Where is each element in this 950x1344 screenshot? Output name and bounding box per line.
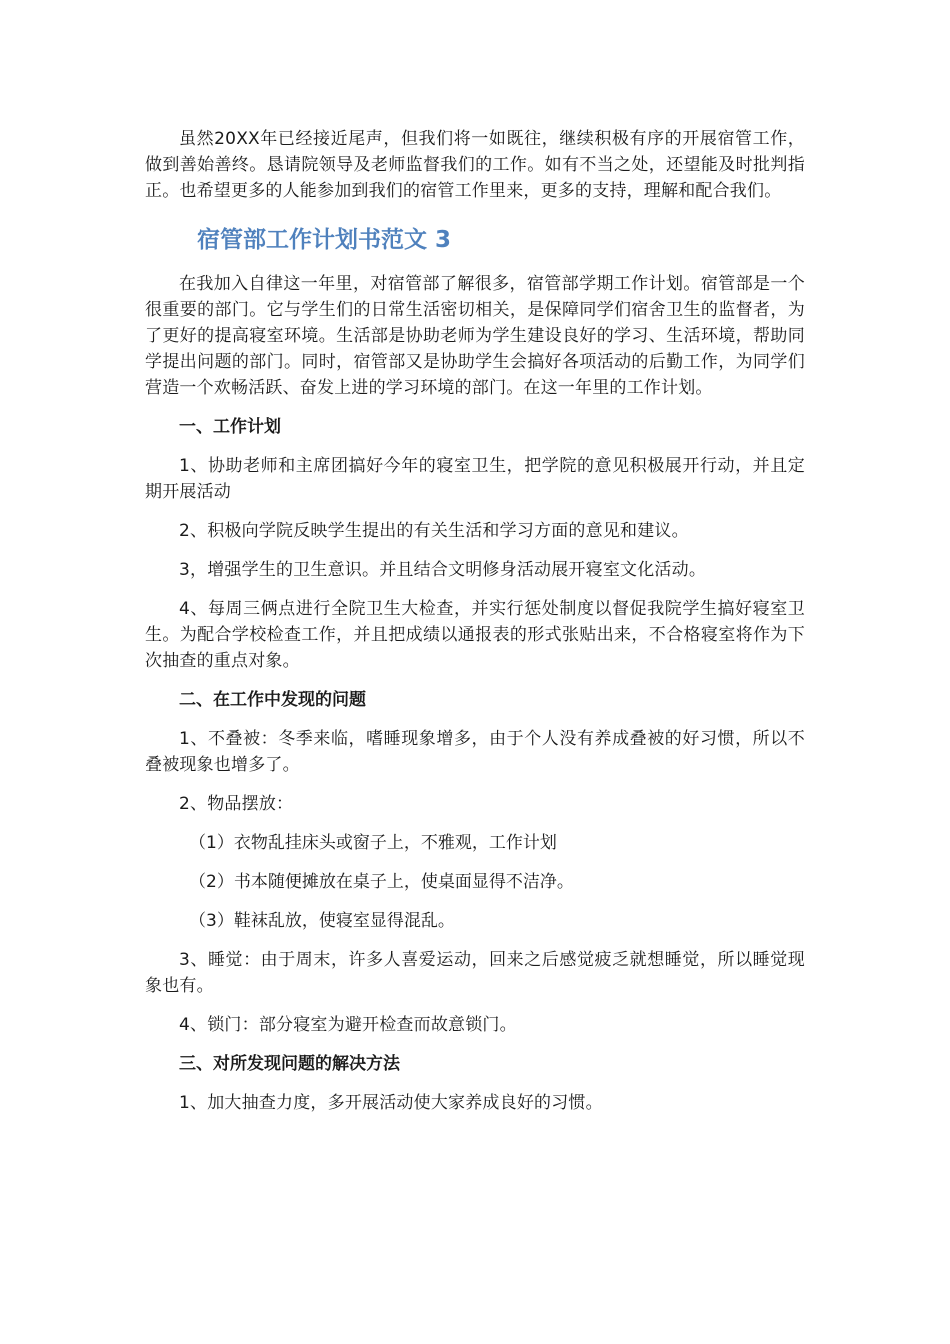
- problem-item-4: 4、锁门：部分寝室为避开检查而故意锁门。: [179, 1015, 517, 1035]
- section-title: 宿管部工作计划书范文 3: [197, 227, 452, 253]
- closing-paragraph: 虽然20XX年已经接近尾声，但我们将一如既往，继续积极有序的开展宿管工作，做到善始善终。恳请院领导及老师监督我们的工作。如有不当之处，还望能及时批判指正。也希望更多的人能参加到我们的宿管工作里来，更多的支持，理解和配合我们。: [145, 129, 805, 201]
- problem-item-1: 1、不叠被：冬季来临，嗜睡现象增多，由于个人没有养成叠被的好习惯，所以不叠被现象也增多了。: [145, 729, 805, 775]
- plan-item-2: 2、积极向学院反映学生提出的有关生活和学习方面的意见和建议。: [179, 521, 689, 541]
- intro-paragraph: 在我加入自律这一年里，对宿管部了解很多，宿管部学期工作计划。宿管部是一个很重要的部门。它与学生们的日常生活密切相关，是保障同学们宿舍卫生的监督者，为了更好的提高寝室环境。生活部是协助老师为学生建设良好的学习、生活环境，帮助同学提出问题的部门。同时，宿管部又是协助学生会搞好各项活动的后勤工作，为同学们营造一个欢畅活跃、奋发上进的学习环境的部门。在这一年里的工作计划。: [145, 274, 805, 398]
- heading-solutions: 三、对所发现问题的解决方法: [179, 1054, 400, 1074]
- problem-item-3: 3、睡觉：由于周末，许多人喜爱运动，回来之后感觉疲乏就想睡觉，所以睡觉现象也有。: [145, 950, 805, 996]
- problem-sub-item-1: （1）衣物乱挂床头或窗子上，不雅观，工作计划: [189, 833, 557, 853]
- plan-item-4: 4、每周三俩点进行全院卫生大检查，并实行惩处制度以督促我院学生搞好寝室卫生。为配合学校检查工作，并且把成绩以通报表的形式张贴出来，不合格寝室将作为下次抽查的重点对象。: [145, 599, 805, 671]
- problem-item-2: 2、物品摆放：: [179, 794, 294, 814]
- document-page: [145, 126, 805, 1116]
- problem-sub-item-2: （2）书本随便摊放在桌子上，使桌面显得不洁净。: [189, 872, 574, 892]
- solution-item-1: 1、加大抽查力度，多开展活动使大家养成良好的习惯。: [179, 1093, 603, 1113]
- heading-work-plan: 一、工作计划: [179, 417, 281, 437]
- problem-sub-item-3: （3）鞋袜乱放，使寝室显得混乱。: [189, 911, 455, 931]
- plan-item-3: 3，增强学生的卫生意识。并且结合文明修身活动展开寝室文化活动。: [179, 560, 707, 580]
- heading-problems: 二、在工作中发现的问题: [179, 690, 366, 710]
- plan-item-1: 1、协助老师和主席团搞好今年的寝室卫生，把学院的意见积极展开行动，并且定期开展活动: [145, 456, 805, 502]
